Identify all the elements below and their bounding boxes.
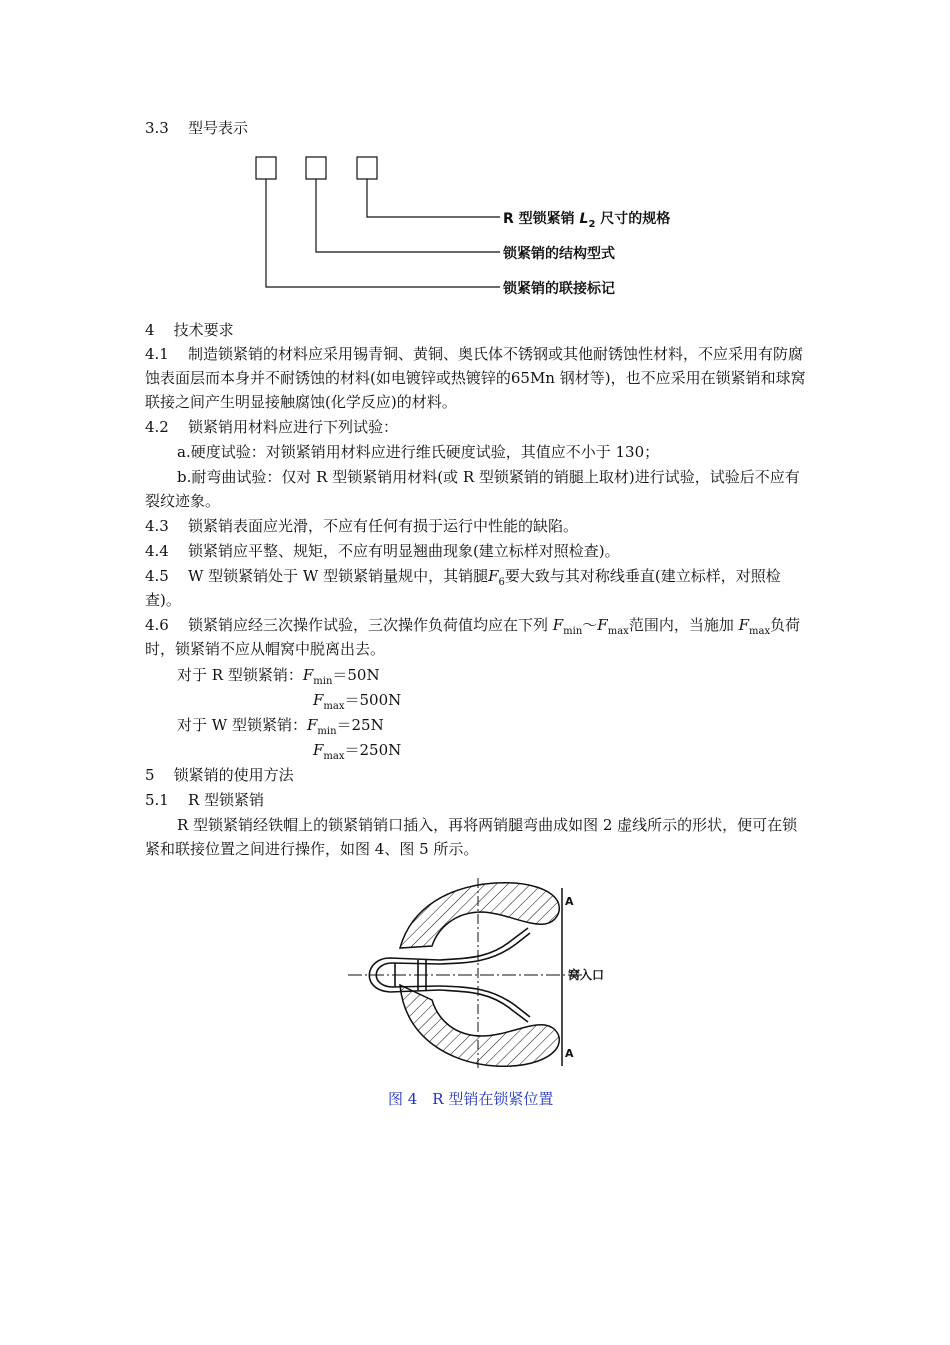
paragraph-4-3: 4.3 锁紧销表面应光滑，不应有任何有损于运行中性能的缺陷。 bbox=[145, 517, 578, 535]
socket-upper-section bbox=[400, 883, 559, 948]
diagram-label-size-spec: R 型锁紧销 $L_2$ 尺寸的规格 bbox=[503, 211, 671, 230]
paragraph-4-2: 4.2 锁紧销用材料应进行下列试验： bbox=[145, 418, 398, 436]
designation-box-3 bbox=[357, 157, 377, 179]
paragraph-4-2-b: b.耐弯曲试验：仅对 R 型锁紧销用材料(或 R 型锁紧销的销腿上取材)进行试验，试验后不应有裂纹迹象。 bbox=[145, 468, 800, 510]
paragraph-4-6: 4.6 锁紧销应经三次操作试验，三次操作负荷值均应在下列 $F_{min}\sim F_{max}$范围内，当施加 $F_{max}$负荷时，锁紧销不应从帽窝中脱离出去。 bbox=[145, 616, 801, 658]
designation-box-1 bbox=[256, 157, 276, 179]
socket-lower-section bbox=[400, 985, 559, 1066]
paragraph-4-1: 4.1 制造锁紧销的材料应采用锡青铜、黄铜、奥氏体不锈钢或其他耐锈蚀性材料，不应采用有防腐蚀表面层而本身并不耐锈蚀的材料(如电镀锌或热镀锌的65Mn 钢材等)，也不应采用在锁紧销和球窝联接之间产生明显接触腐蚀(化学反应)的材料。 bbox=[145, 345, 806, 411]
paragraph-5-1: R 型锁紧销经铁帽上的锁紧销销口插入，再将两销腿弯曲成如图 2 虚线所示的形状，便可在锁紧和联接位置之间进行操作，如图 4、图 5 所示。 bbox=[145, 816, 798, 858]
force-w-max-line: $F_{max}=250N$ bbox=[313, 741, 402, 762]
leader-line-1 bbox=[266, 179, 500, 287]
model-designation-diagram bbox=[0, 0, 950, 320]
section-5-1-heading: 5.1 R 型锁紧销 bbox=[145, 791, 264, 809]
paragraph-4-4: 4.4 锁紧销应平整、规矩，不应有明显翘曲现象(建立标样对照检查)。 bbox=[145, 542, 620, 560]
section-number: 3.3 bbox=[145, 119, 169, 137]
figure-label-a-top: A bbox=[565, 895, 574, 908]
figure-4-drawing bbox=[0, 865, 950, 1085]
designation-box-2 bbox=[306, 157, 326, 179]
section-4-heading: 4 技术要求 bbox=[145, 321, 234, 339]
figure-4-caption: 图 4 R 型销在锁紧位置 bbox=[388, 1090, 554, 1108]
leader-line-3 bbox=[367, 179, 500, 217]
figure-label-socket-entry: 窝入口 bbox=[568, 968, 605, 982]
figure-label-a-bottom: A bbox=[565, 1047, 574, 1060]
leader-line-2 bbox=[316, 179, 500, 252]
section-5-heading: 5 锁紧销的使用方法 bbox=[145, 766, 294, 784]
diagram-label-structure-type: 锁紧销的结构型式 bbox=[503, 246, 615, 262]
force-w-min-line: 对于 W 型锁紧销：$F_{min}=25N$ bbox=[177, 716, 384, 737]
force-r-max-line: $F_{max}=500N$ bbox=[313, 691, 402, 712]
diagram-label-connection-mark: 锁紧销的联接标记 bbox=[503, 281, 615, 297]
paragraph-4-2-a: a.硬度试验：对锁紧销用材料应进行维氏硬度试验，其值应不小于 130； bbox=[177, 443, 660, 461]
paragraph-4-5: 4.5 W 型锁紧销处于 W 型锁紧销量规中，其销腿$F_6$要大致与其对称线垂直(建立标样，对照检查)。 bbox=[145, 567, 781, 609]
force-r-min-line: 对于 R 型锁紧销：$F_{min}=50N$ bbox=[177, 666, 380, 687]
section-title: 型号表示 bbox=[187, 119, 248, 137]
